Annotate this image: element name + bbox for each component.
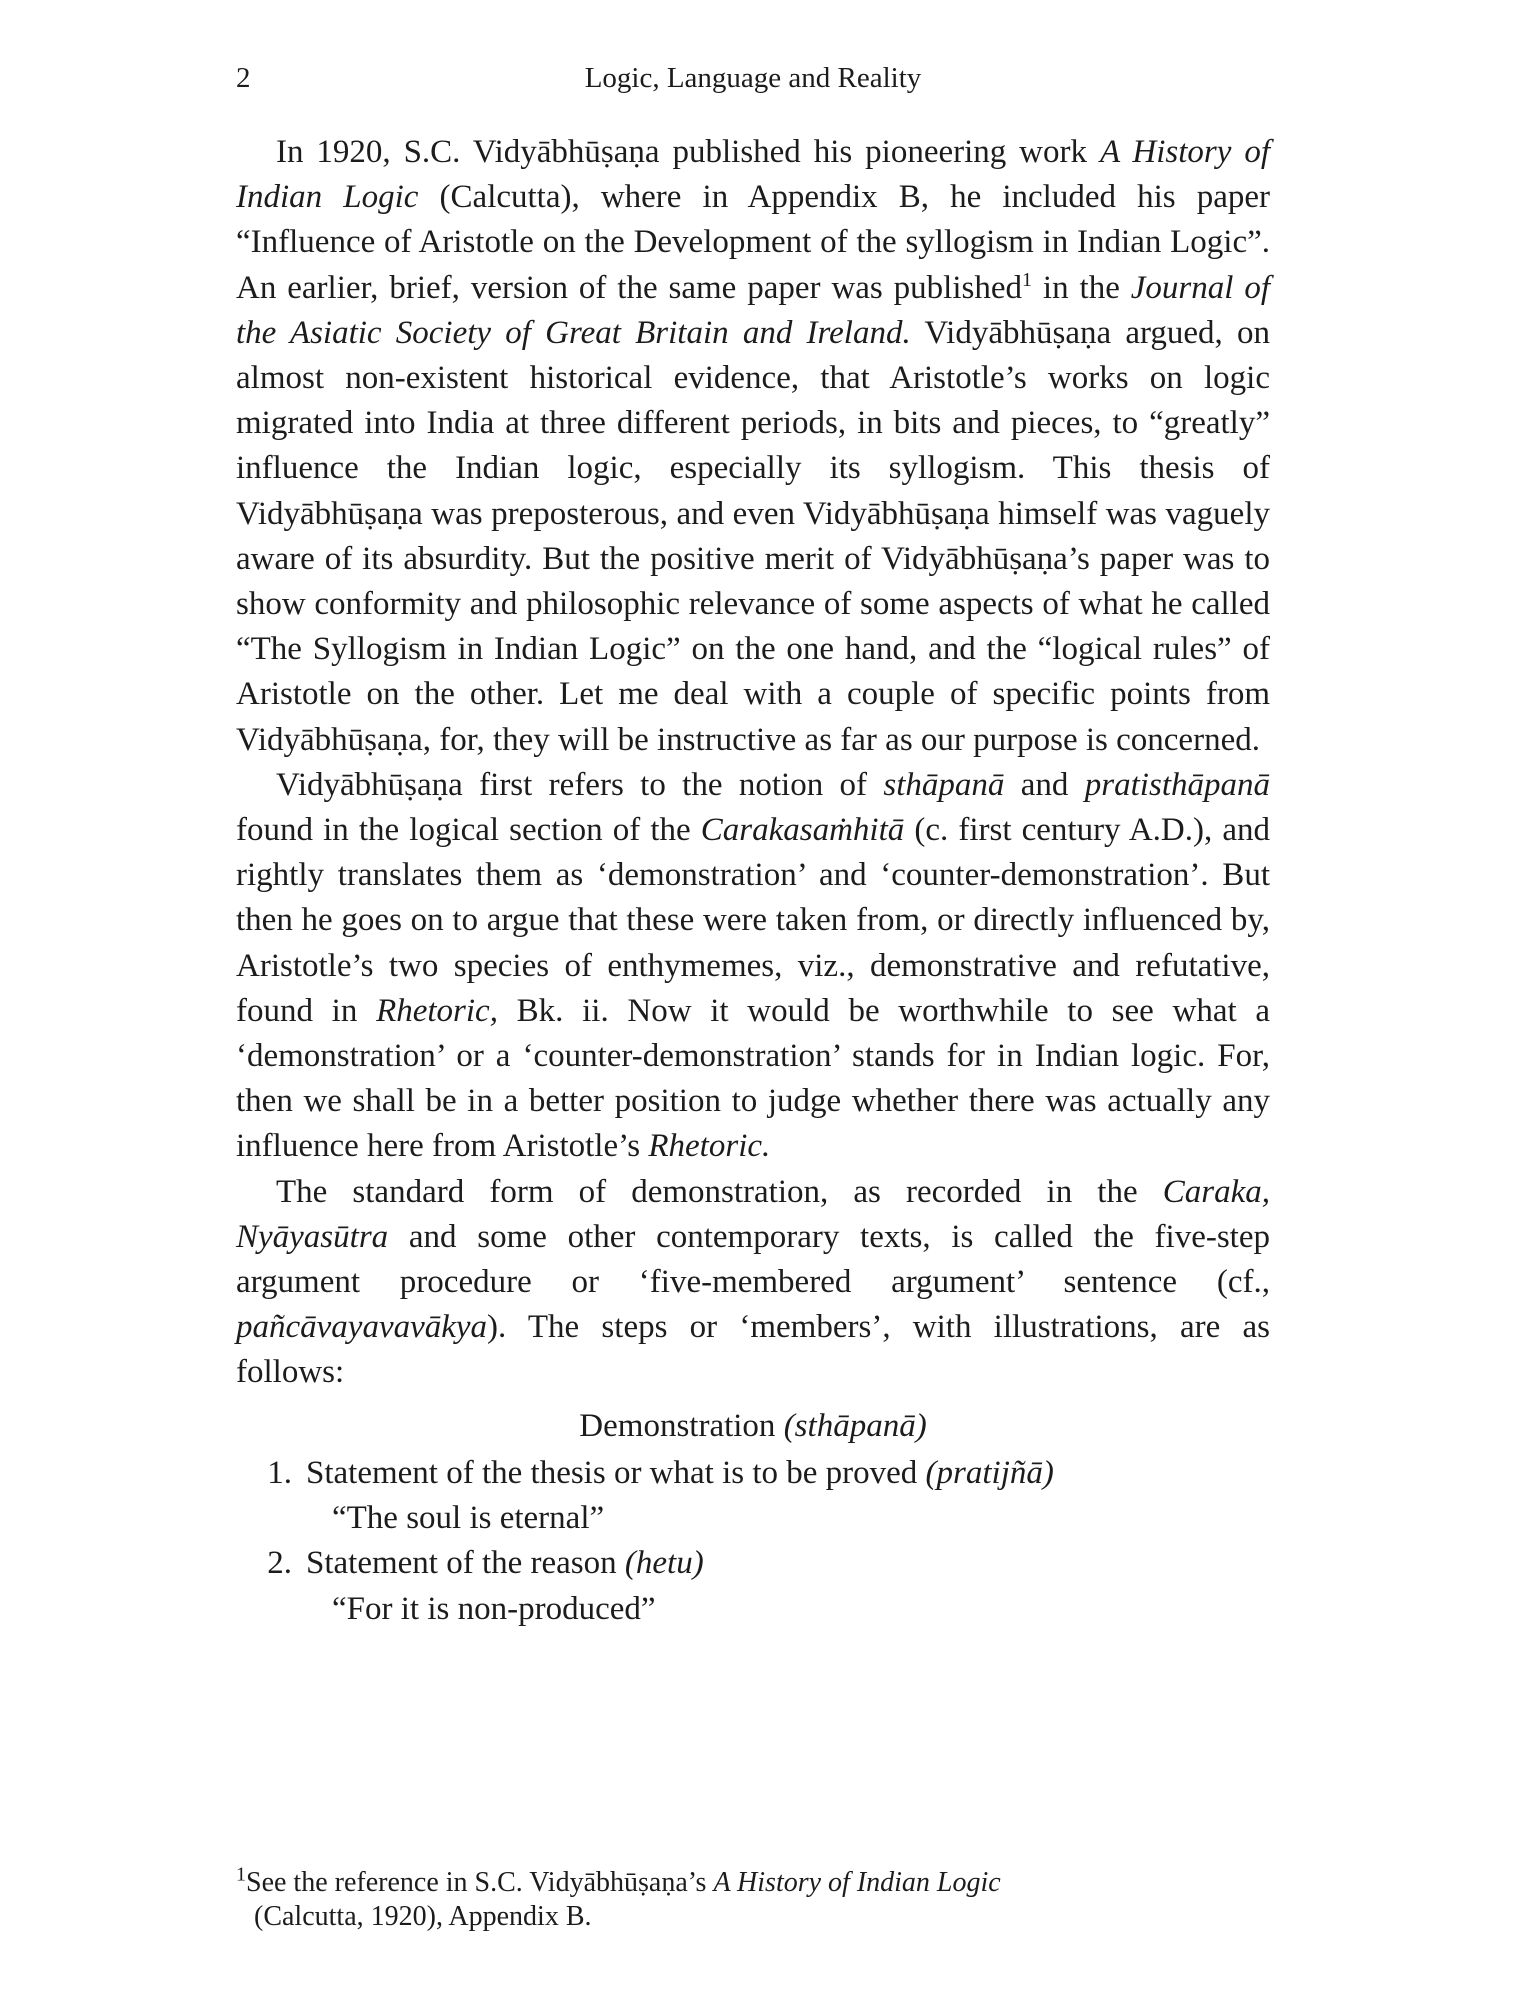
heading-term: (sthāpanā) bbox=[783, 1407, 927, 1444]
text-run: found in the logical section of the bbox=[236, 812, 701, 849]
text-run: Bk. ii. Now it would be worthwhile to see what a ‘demonstration’ or a ‘counter-demonstration’ stands for in Indian logic. For, then we shall be in a better position to judge whether there was actually any influence here from Aristotle’s bbox=[236, 992, 1270, 1165]
footnote-marker: 1 bbox=[236, 1863, 246, 1886]
text-run: Vidyābhūṣaṇa argued, on almost non-existent historical evidence, that Aristotle’s works on logic migrated into India at three different periods, in bits and pieces, to “greatly” influence the Indian logic, especially its syllogism. This thesis of Vidyābhūṣaṇa was preposterous, and even Vidyābhūṣaṇa himself was vaguely aware of its absurdity. But the positive merit of Vidyābhūṣaṇa’s paper was to show conformity and philosophic relevance of some aspects of what he called “The Syllogism in Indian Logic” on the one hand, and the “logical rules” of Aristotle on the other. Let me deal with a couple of specific points from Vidyābhūṣaṇa, for, they will be instructive as far as our purpose is concerned. bbox=[236, 314, 1270, 758]
list-item bbox=[236, 1496, 1270, 1541]
text-run: (c. first century A.D.), and rightly translates them as ‘demonstration’ and ‘counter-demonstration’. But then he goes on to argue that these were taken from, or directly influenced by, Aristotle’s two species of enthymemes, viz., demonstrative and refutative, found in bbox=[236, 812, 1270, 1029]
step-number-spacer bbox=[236, 1587, 306, 1632]
footnote bbox=[236, 1863, 1270, 1934]
footnote-text: See the reference in S.C. Vidyābhūṣaṇa’s bbox=[246, 1867, 714, 1898]
page-header bbox=[236, 62, 1270, 102]
text-run: and bbox=[1004, 766, 1085, 803]
list-item bbox=[236, 1541, 1270, 1586]
step-label: Statement of the thesis or what is to be proved bbox=[306, 1454, 926, 1491]
list-item bbox=[236, 1451, 1270, 1496]
step-example: “For it is non-produced” bbox=[332, 1590, 656, 1627]
text-run: and some other contemporary texts, is called the five-step argument procedure or ‘five-membered argument’ sentence (cf., bbox=[236, 1218, 1270, 1301]
heading-text: Demonstration bbox=[579, 1407, 784, 1444]
term-rhetoric: Rhetoric, bbox=[376, 992, 498, 1029]
demonstration-heading bbox=[236, 1404, 1270, 1449]
text-run: in the bbox=[1032, 269, 1131, 306]
step-number: 2. bbox=[267, 1545, 292, 1582]
paragraph-1 bbox=[236, 130, 1270, 763]
footnote-book-title: A History of Indian Logic bbox=[713, 1867, 1001, 1898]
step-text bbox=[306, 1541, 1270, 1586]
journal-title: Journal of the Asiatic Society of Great Britain and Ireland. bbox=[236, 269, 1271, 351]
term-pratisthapana: pratisthāpanā bbox=[1084, 766, 1270, 803]
text-run: ). The steps or ‘members’, with illustrations, are as follows: bbox=[236, 1309, 1270, 1391]
list-item bbox=[236, 1587, 1270, 1632]
text-run: In 1920, S.C. Vidyābhūṣaṇa published his pioneering work bbox=[276, 134, 1100, 170]
running-title: Logic, Language and Reality bbox=[584, 62, 922, 94]
footnote-marker: 1 bbox=[1022, 268, 1033, 291]
step-example: “The soul is eternal” bbox=[332, 1500, 605, 1537]
footnote-text-2: (Calcutta, 1920), Appendix B. bbox=[254, 1901, 592, 1932]
body-text bbox=[236, 130, 1270, 1632]
step-term: (hetu) bbox=[624, 1545, 704, 1582]
term-rhetoric-2: Rhetoric. bbox=[648, 1128, 771, 1165]
term-caraka-nyayasutra: Caraka, Nyāyasūtra bbox=[236, 1173, 1270, 1255]
term-pancavayavavakya: pañcāvayavavākya bbox=[236, 1309, 488, 1346]
text-run: (Calcutta), where in Appendix B, he included his paper “Influence of Aristotle on the Development of the syllogism in Indian Logic”. An earlier, brief, version of the same paper was published bbox=[236, 179, 1270, 306]
text-run: Vidyābhūṣaṇa first refers to the notion of bbox=[276, 766, 884, 803]
steps-list bbox=[236, 1451, 1270, 1632]
step-text bbox=[306, 1451, 1270, 1496]
step-term: (pratijñā) bbox=[925, 1454, 1054, 1491]
step-number: 1. bbox=[267, 1454, 292, 1491]
paragraph-2 bbox=[236, 763, 1270, 1170]
paragraph-3 bbox=[236, 1170, 1270, 1396]
step-number-spacer bbox=[236, 1496, 306, 1541]
term-carakasamhita: Carakasaṁhitā bbox=[700, 812, 905, 849]
text-run: The standard form of demonstration, as recorded in the bbox=[276, 1173, 1163, 1210]
term-sthapana: sthāpanā bbox=[883, 766, 1005, 803]
step-label: Statement of the reason bbox=[306, 1545, 625, 1582]
page-number: 2 bbox=[236, 62, 251, 94]
book-title: A History of Indian Logic bbox=[236, 134, 1271, 216]
